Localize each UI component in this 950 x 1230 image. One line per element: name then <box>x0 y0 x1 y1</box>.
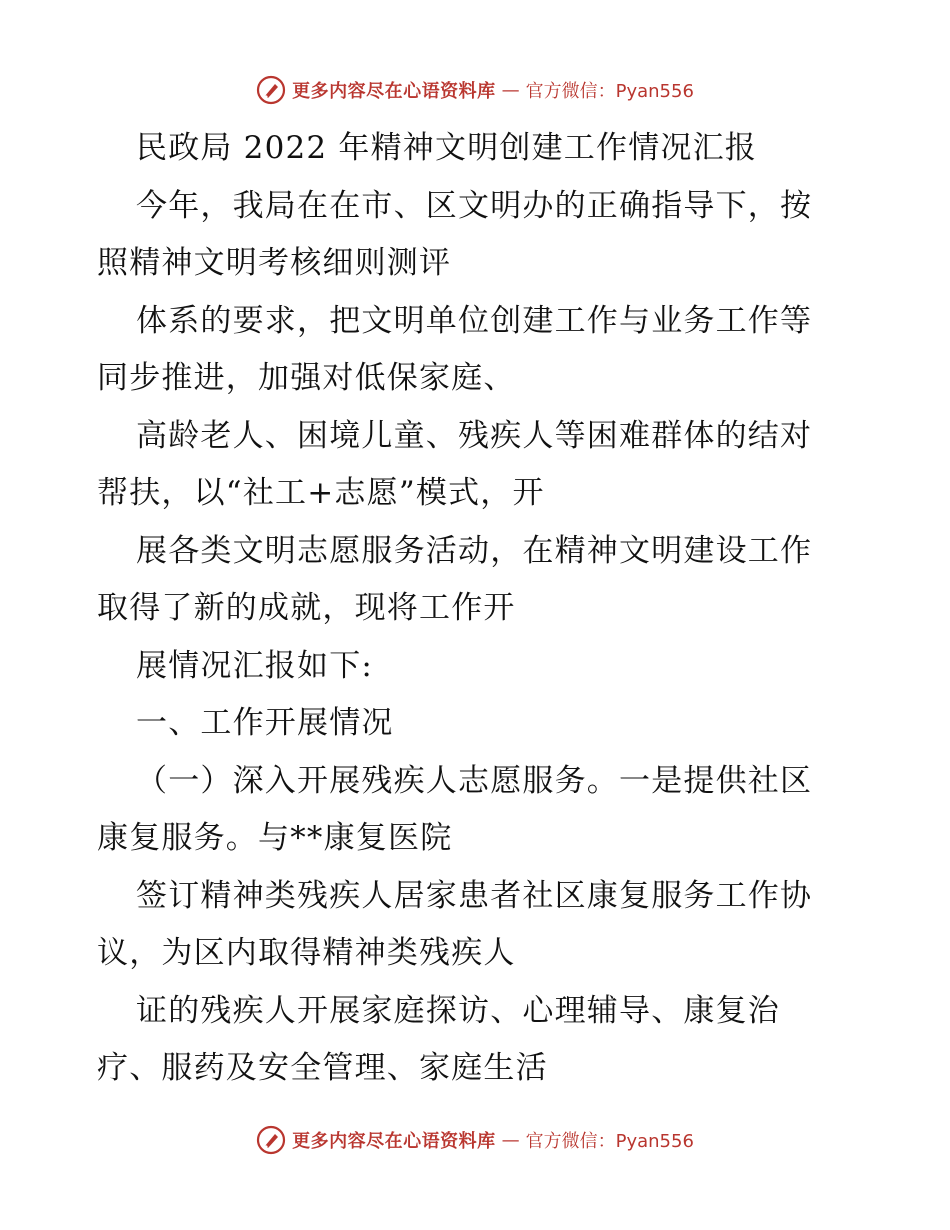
header-watermark <box>0 70 950 110</box>
paragraph-line: 证的残疾人开展家庭探访、心理辅导、康复治 <box>136 992 780 1029</box>
paragraph-line: （一）深入开展残疾人志愿服务。一是提供社区 <box>136 762 813 799</box>
watermark-official-account: 官方微信：Pyan556 <box>525 81 694 102</box>
paragraph-line: 疗、服药及安全管理、家庭生活 <box>97 1050 548 1086</box>
watermark-dash: — <box>501 1129 520 1151</box>
paragraph-line: 帮扶，以“社工+志愿”模式，开 <box>97 475 545 511</box>
paragraph-line: 展情况汇报如下: <box>136 647 374 684</box>
paragraph-line: 今年，我局在在市、区文明办的正确指导下，按 <box>136 187 813 224</box>
paragraph-line: 议，为区内取得精神类残疾人 <box>97 935 516 971</box>
watermark-brand-text: 更多内容尽在心语资料库 <box>292 81 496 102</box>
paragraph-line: 展各类文明志愿服务活动，在精神文明建设工作 <box>136 532 813 569</box>
document-title: 民政局 2022 年精神文明创建工作情况汇报 <box>136 130 757 166</box>
watermark-dash: — <box>501 79 520 101</box>
document-body <box>97 120 857 1098</box>
paragraph-line: 体系的要求，把文明单位创建工作与业务工作等 <box>136 302 813 339</box>
paragraph-line: 照精神文明考核细则测评 <box>97 245 452 281</box>
pen-nib-logo-icon <box>256 75 286 105</box>
paragraph-line: 取得了新的成就，现将工作开 <box>97 590 516 626</box>
paragraph-line: 同步推进，加强对低保家庭、 <box>97 360 516 396</box>
paragraph-line: 高龄老人、困境儿童、残疾人等困难群体的结对 <box>136 417 813 454</box>
paragraph-line: 康复服务。与**康复医院 <box>97 820 453 856</box>
pen-nib-logo-icon <box>256 1125 286 1155</box>
paragraph-line: 签订精神类残疾人居家患者社区康复服务工作协 <box>136 877 813 914</box>
watermark-brand-text: 更多内容尽在心语资料库 <box>292 1131 496 1152</box>
footer-watermark <box>0 1120 950 1160</box>
watermark-official-account: 官方微信：Pyan556 <box>525 1131 694 1152</box>
section-heading: 一、工作开展情况 <box>136 705 394 741</box>
